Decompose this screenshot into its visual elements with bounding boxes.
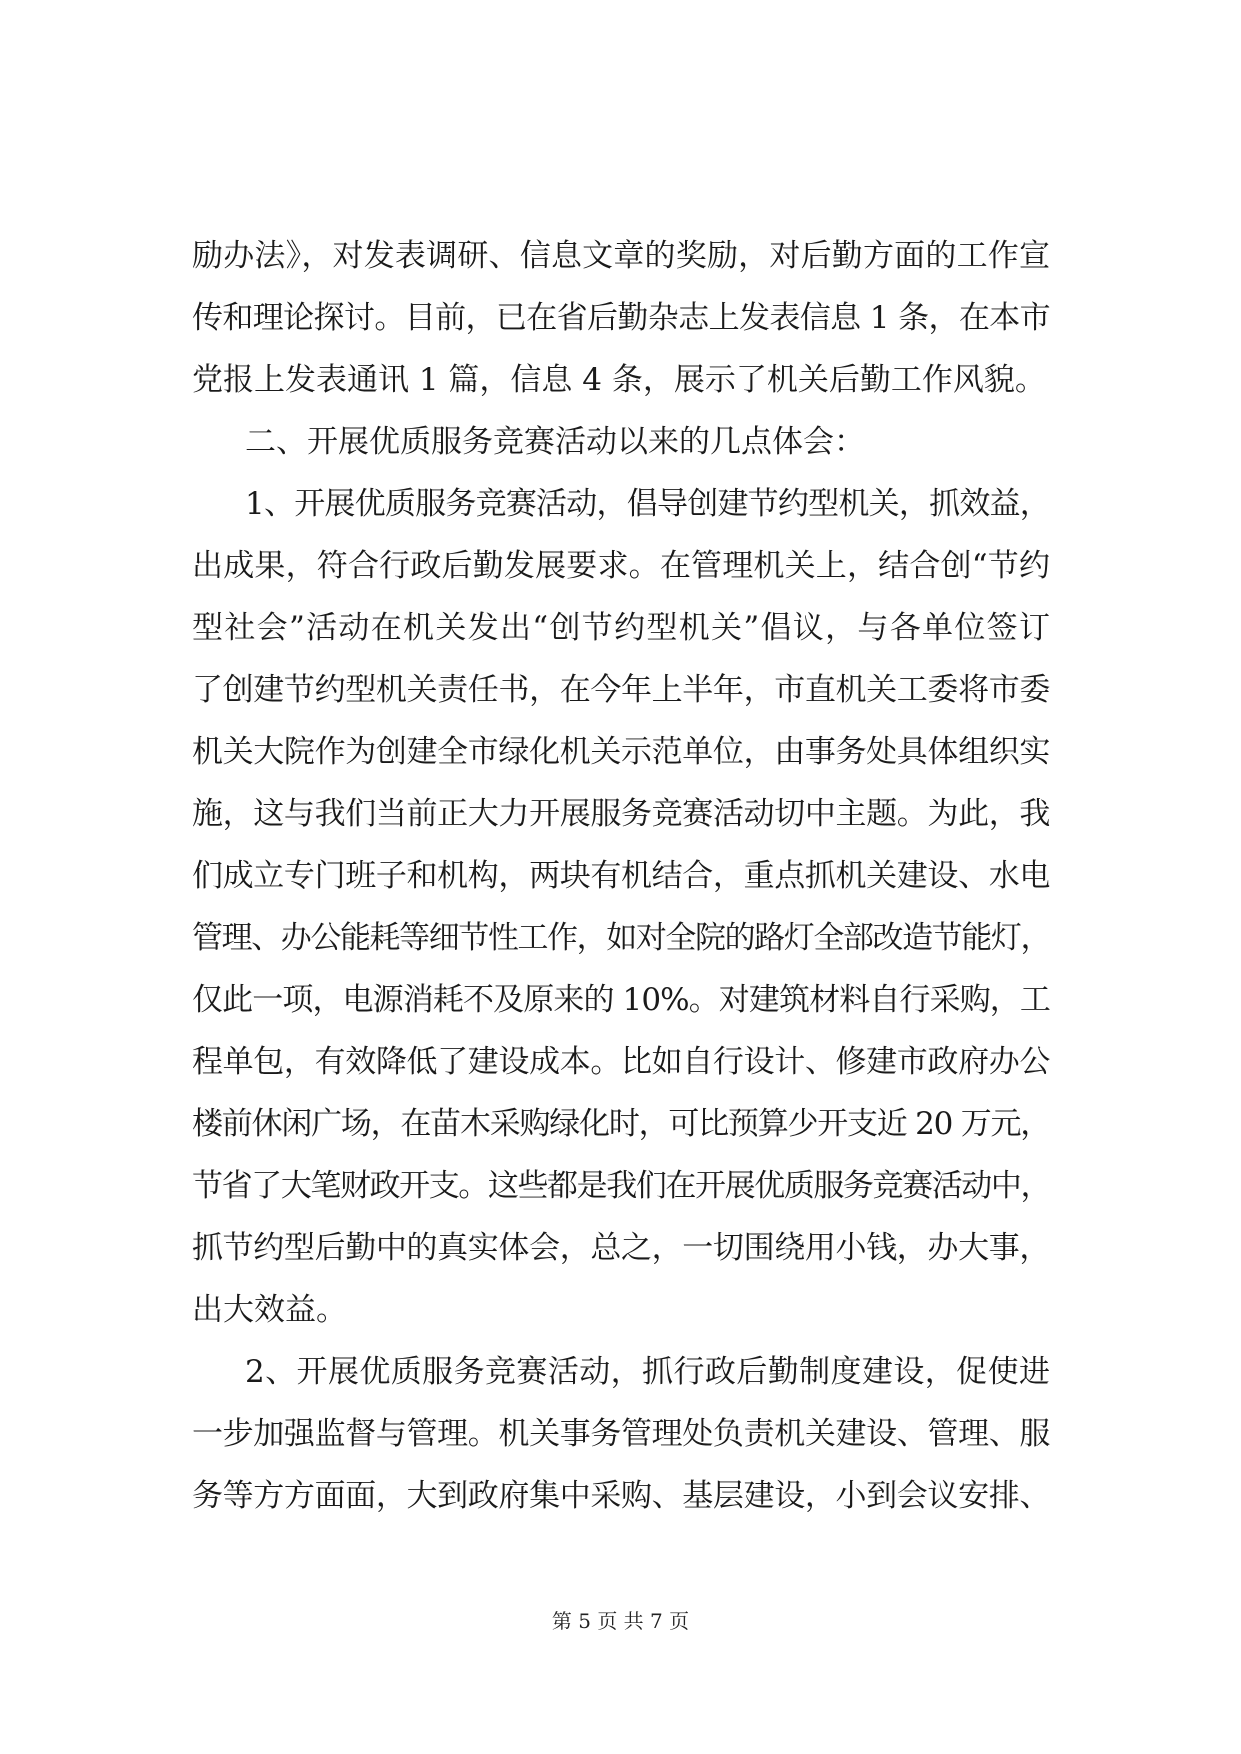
text-line-10: 施，这与我们当前正大力开展服务竞赛活动切中主题。为此，我 <box>192 796 1050 832</box>
text-line-21: 务等方方面面，大到政府集中采购、基层建设，小到会议安排、 <box>192 1478 1050 1514</box>
text-line-8: 了创建节约型机关责任书，在今年上半年，市直机关工委将市委 <box>192 672 1050 708</box>
text-line-14: 程单包，有效降低了建设成本。比如自行设计、修建市政府办公 <box>192 1044 1050 1080</box>
section-heading: 二、开展优质服务竞赛活动以来的几点体会： <box>245 424 865 460</box>
text-line-19: 2、开展优质服务竞赛活动，抓行政后勤制度建设，促使进 <box>245 1354 1050 1390</box>
text-line-18: 出大效益。 <box>192 1292 347 1328</box>
text-line-16: 节省了大笔财政开支。这些都是我们在开展优质服务竞赛活动中， <box>192 1168 1050 1204</box>
text-line-7: 型社会”活动在机关发出“创节约型机关”倡议，与各单位签订 <box>192 610 1050 646</box>
text-line-3: 党报上发表通讯 1 篇，信息 4 条，展示了机关后勤工作风貌。 <box>192 362 1046 398</box>
text-line-9: 机关大院作为创建全市绿化机关示范单位，由事务处具体组织实 <box>192 734 1050 770</box>
text-line-12: 管理、办公能耗等细节性工作，如对全院的路灯全部改造节能灯， <box>192 920 1050 956</box>
text-line-11: 们成立专门班子和机构，两块有机结合，重点抓机关建设、水电 <box>192 858 1050 894</box>
text-line-15: 楼前休闲广场，在苗木采购绿化时，可比预算少开支近 20 万元， <box>192 1106 1050 1142</box>
text-line-6: 出成果，符合行政后勤发展要求。在管理机关上，结合创“节约 <box>192 548 1050 584</box>
page-footer: 第 5 页 共 7 页 <box>551 1609 690 1633</box>
text-line-20: 一步加强监督与管理。机关事务管理处负责机关建设、管理、服 <box>192 1416 1050 1452</box>
text-line-5: 1、开展优质服务竞赛活动，倡导创建节约型机关，抓效益， <box>245 486 1050 522</box>
text-line-1: 励办法》，对发表调研、信息文章的奖励，对后勤方面的工作宣 <box>192 238 1050 274</box>
text-line-17: 抓节约型后勤中的真实体会，总之，一切围绕用小钱，办大事， <box>192 1230 1050 1266</box>
text-line-13: 仅此一项，电源消耗不及原来的 10%。对建筑材料自行采购，工 <box>192 982 1050 1018</box>
text-line-2: 传和理论探讨。目前，已在省后勤杂志上发表信息 1 条，在本市 <box>192 300 1050 336</box>
